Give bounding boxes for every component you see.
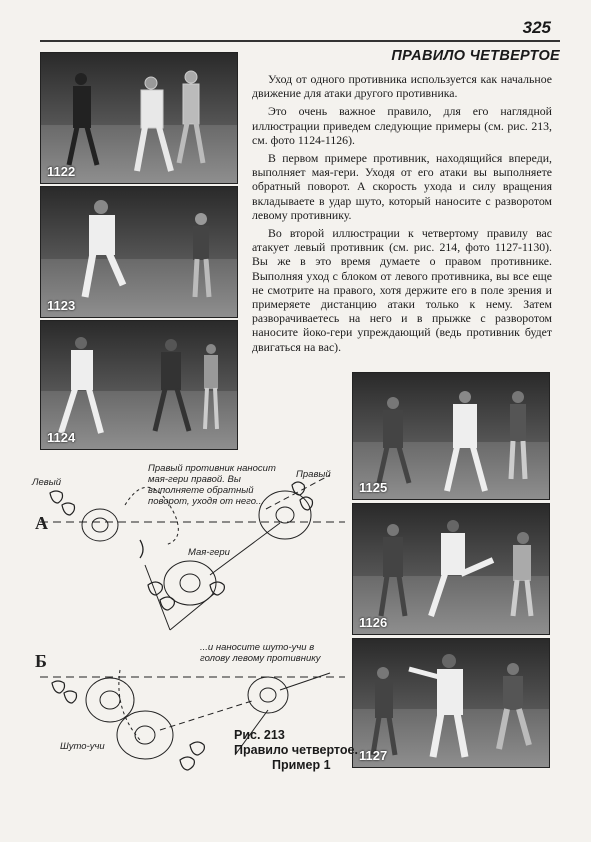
photo-1124 — [40, 320, 238, 450]
paragraph-1: Уход от одного противника используется как начальное движение для атаки другого противника. — [252, 72, 552, 101]
photo-number: 1126 — [359, 615, 388, 630]
right-opponent-label: Правый — [296, 469, 331, 480]
paragraph-3: В первом примере противник, находящийся впереди, выполняет мая-гери. Уходя от его атаки вы выполняете обратный поворот. А скорость ухода и силу вращения вкладываете в удар шуто, который наносите с разворотом левому противнику. — [252, 151, 552, 222]
photo-number: 1123 — [47, 298, 76, 313]
photo-number: 1125 — [359, 480, 388, 495]
photo-number: 1124 — [47, 430, 76, 445]
caption-figure-number: Рис. 213 — [234, 728, 285, 742]
caption-title: Правило четвертое. — [234, 743, 358, 757]
paragraph-4: Во второй иллюстрации к четвертому правилу вас атакует левый противник (см. рис. 214, фото 1127-1130). Вы же в это время думаете о правом противнике. Выполняя уход с блоком от левого противника, вы все еще не смотрите на правого, хотя держите его в поле зрения и примеряете дистанцию атаки только к нему. Затем разворачиваетесь на него и в прыжке с разворотом наносите йоко-гери упреждающий (ведь противник будет двигаться на вас). — [252, 226, 552, 354]
photo-1125 — [352, 372, 550, 500]
note-bottom: ...и наносите шуто-учи в голову левому противнику — [200, 642, 321, 664]
photo-number: 1127 — [359, 748, 388, 763]
figure-caption — [234, 728, 364, 773]
caption-example: Пример 1 — [272, 758, 331, 772]
note-top: Правый противник наносит мая-гери правой. Вы выполняете обратный поворот, уходя от него... — [148, 463, 276, 507]
body-text — [252, 72, 552, 358]
photo-1122 — [40, 52, 238, 184]
section-title: ПРАВИЛО ЧЕТВЕРТОЕ — [391, 48, 560, 64]
paragraph-2: Это очень важное правило, для его наглядной иллюстрации приведем следующие примеры (см. рис. 213, см. фото 1124-1126). — [252, 104, 552, 147]
mae-geri-label: Мая-гери — [188, 547, 230, 558]
row-b-label: Б — [35, 651, 47, 671]
photo-1123 — [40, 186, 238, 318]
shuto-uchi-label: Шуто-учи — [60, 741, 105, 752]
left-opponent-label: Левый — [32, 477, 62, 488]
photo-1127 — [352, 638, 550, 768]
header-rule — [40, 40, 560, 42]
page-number: 325 — [522, 18, 551, 37]
photo-number: 1122 — [47, 164, 76, 179]
row-a-label: А — [35, 513, 48, 533]
photo-1126 — [352, 503, 550, 635]
